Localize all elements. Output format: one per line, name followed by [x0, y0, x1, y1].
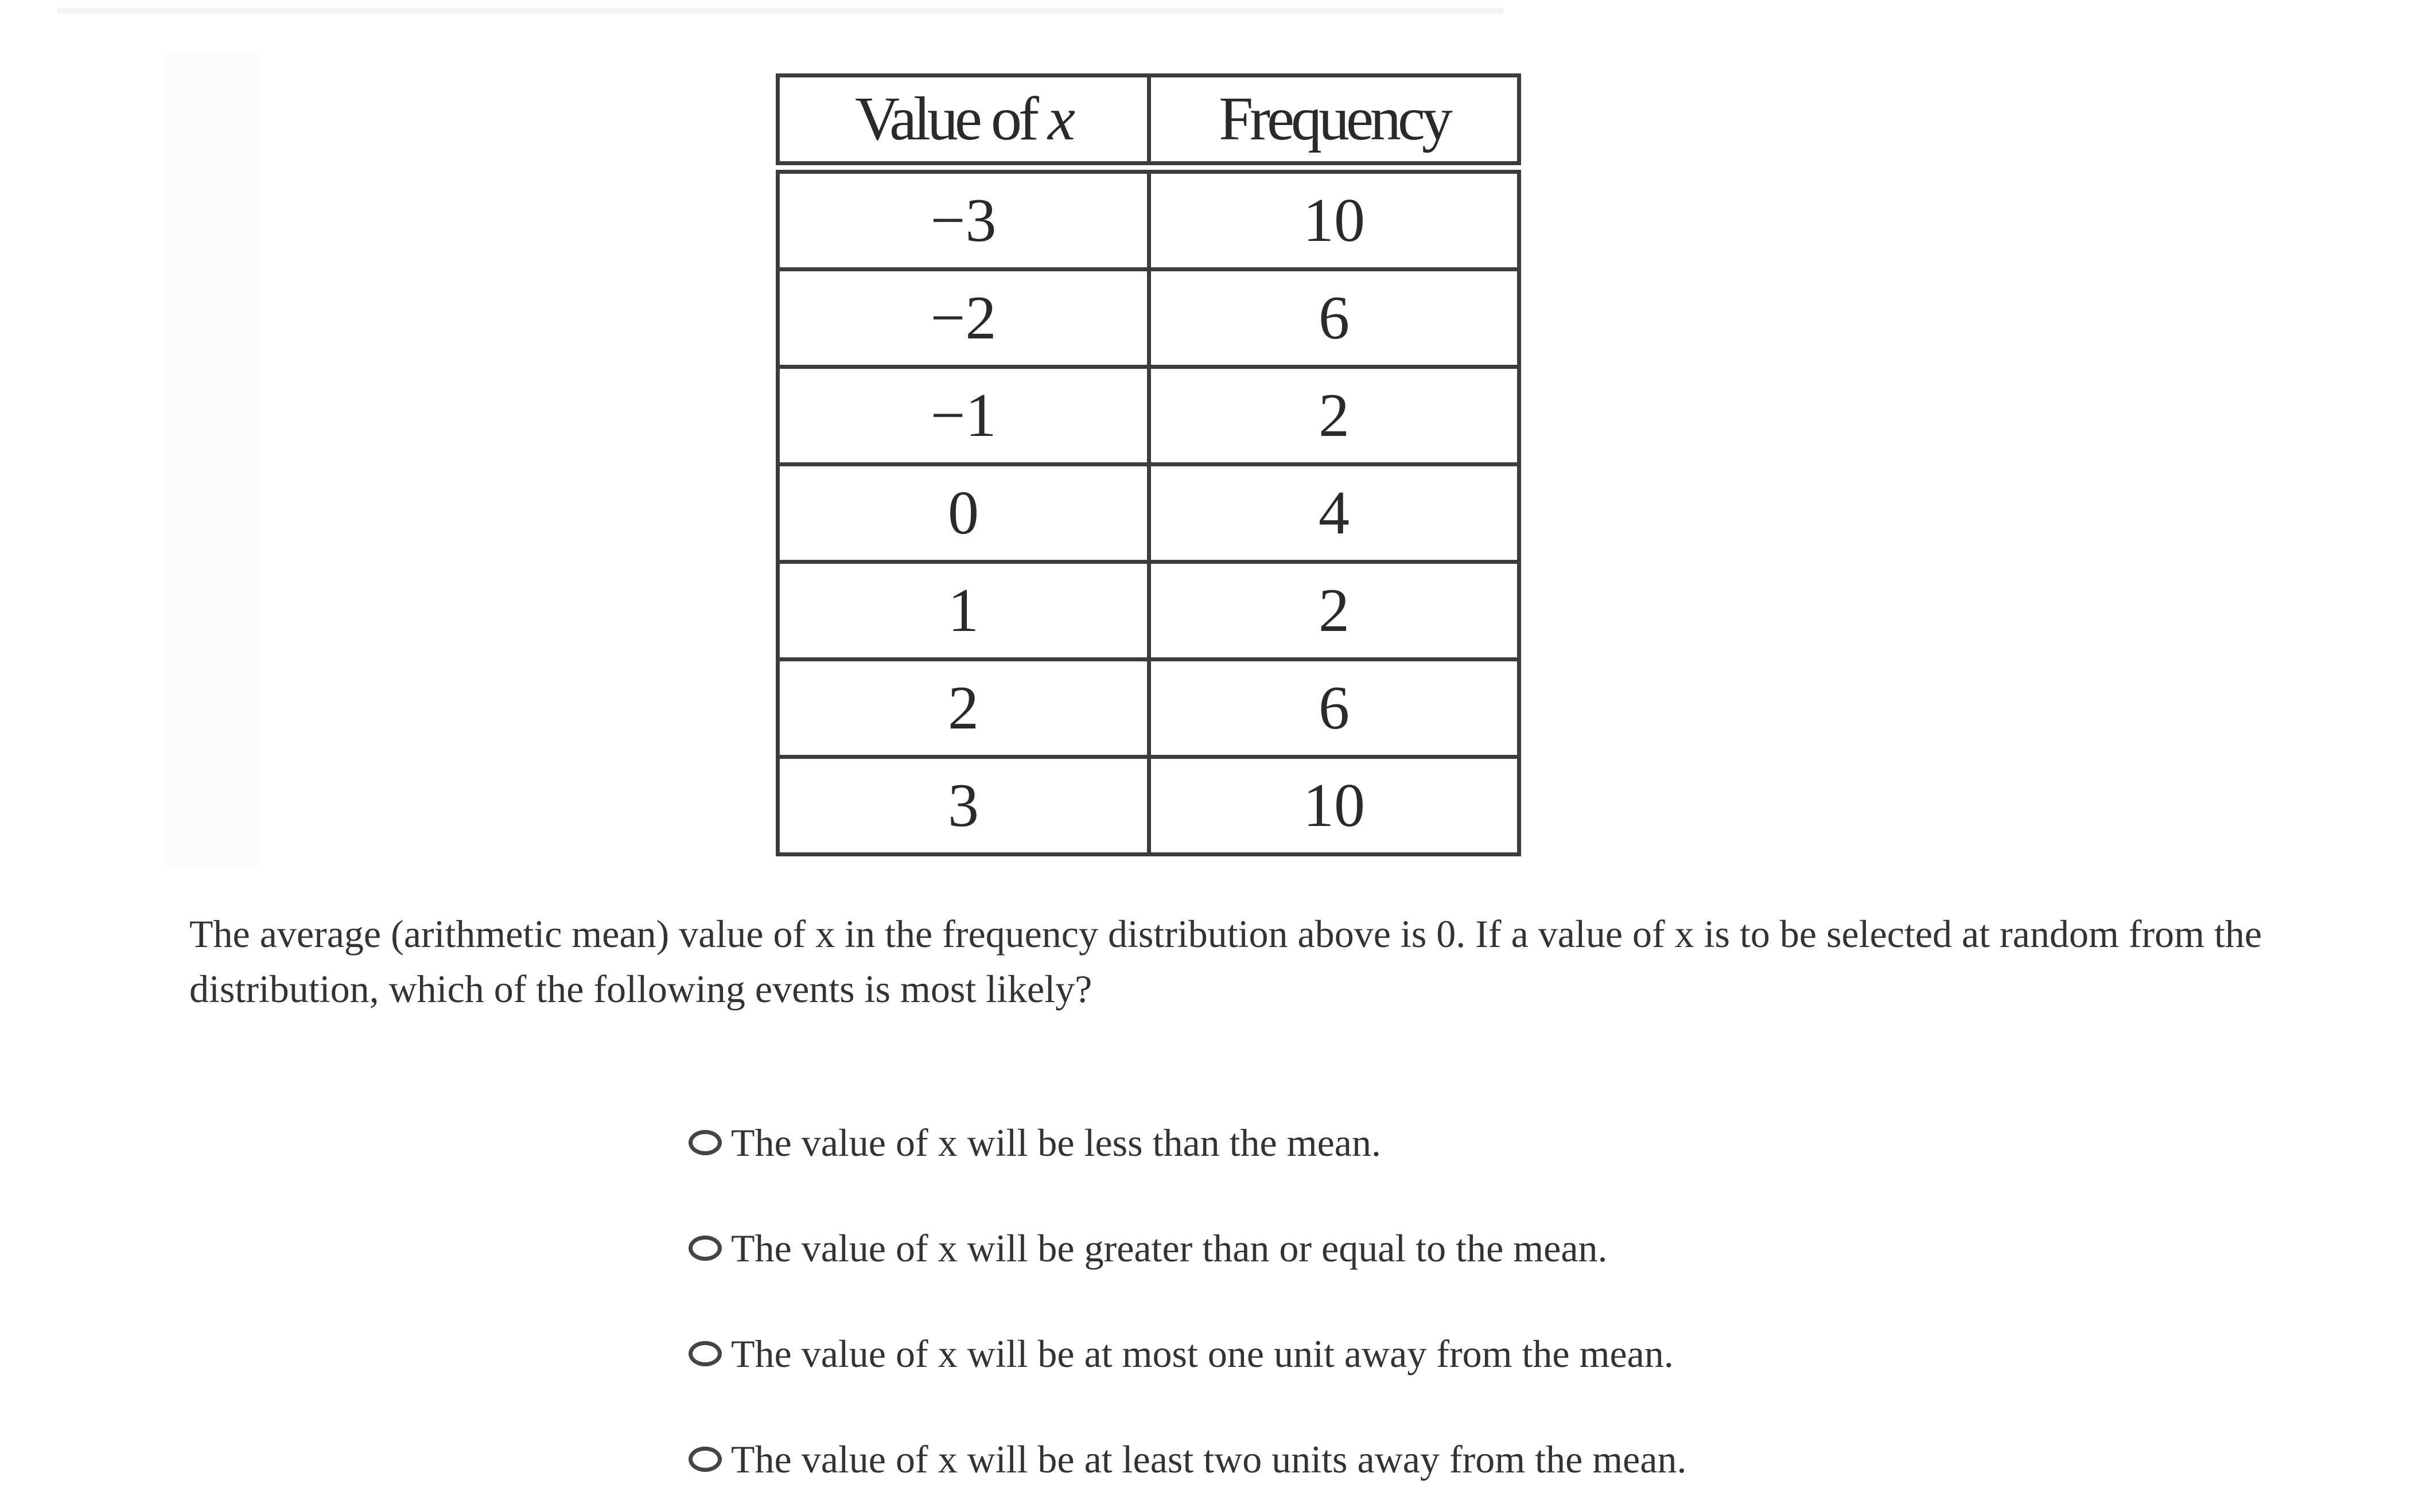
- cell-x: 3: [778, 757, 1149, 855]
- answer-choice-a[interactable]: [689, 1090, 2180, 1195]
- cell-x: 1: [778, 562, 1149, 660]
- table-row: [778, 270, 1519, 367]
- answer-choice-label[interactable]: The value of x will be greater than or equal to the mean.: [731, 1226, 1608, 1270]
- cell-x: 0: [778, 465, 1149, 562]
- radio-button-icon[interactable]: [689, 1341, 722, 1366]
- cell-frequency: 6: [1149, 660, 1519, 757]
- answer-choice-label[interactable]: The value of x will be less than the mean.: [731, 1120, 1381, 1164]
- question-text: The average (arithmetic mean) value of x in the frequency distribution above is 0. If a value of x is to be selected at random from the distribution, which of the following events is most likely?: [189, 912, 2262, 1011]
- header-x-prefix: Value of: [855, 85, 1048, 153]
- table-header-row: [778, 76, 1519, 168]
- answer-choices: [689, 1090, 2180, 1512]
- table-row: [778, 562, 1519, 660]
- frequency-table: [776, 73, 1521, 856]
- cell-x: −3: [778, 167, 1149, 270]
- table-row: [778, 367, 1519, 465]
- header-value-of-x: [778, 76, 1149, 168]
- cell-frequency: 10: [1149, 167, 1519, 270]
- header-frequency: Frequency: [1149, 76, 1519, 168]
- table-row: [778, 757, 1519, 855]
- cell-x: 2: [778, 660, 1149, 757]
- radio-button-icon[interactable]: [689, 1236, 722, 1261]
- radio-button-icon[interactable]: [689, 1447, 722, 1472]
- table-row: [778, 465, 1519, 562]
- cell-frequency: 10: [1149, 757, 1519, 855]
- table-row: [778, 660, 1519, 757]
- answer-choice-label[interactable]: The value of x will be at least two units away from the mean.: [731, 1437, 1687, 1481]
- top-divider: [57, 8, 1503, 14]
- header-x-variable: x: [1047, 85, 1072, 153]
- answer-choice-d[interactable]: [689, 1406, 2180, 1512]
- table-row: [778, 167, 1519, 270]
- cell-frequency: 6: [1149, 270, 1519, 367]
- figure-shading: [166, 53, 258, 867]
- radio-button-icon[interactable]: [689, 1130, 722, 1155]
- cell-x: −2: [778, 270, 1149, 367]
- cell-x: −1: [778, 367, 1149, 465]
- answer-choice-label[interactable]: The value of x will be at most one unit away from the mean.: [731, 1331, 1674, 1375]
- cell-frequency: 4: [1149, 465, 1519, 562]
- answer-choice-c[interactable]: [689, 1301, 2180, 1406]
- answer-choice-b[interactable]: [689, 1195, 2180, 1301]
- cell-frequency: 2: [1149, 367, 1519, 465]
- cell-frequency: 2: [1149, 562, 1519, 660]
